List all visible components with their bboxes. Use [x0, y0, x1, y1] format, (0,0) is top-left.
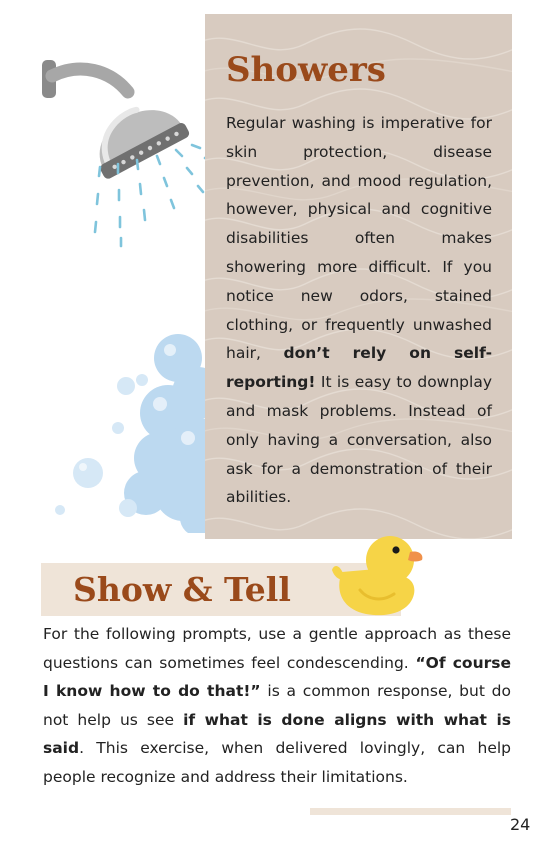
- section-title: Show & Tell: [73, 570, 291, 609]
- shower-head-icon: [40, 52, 220, 252]
- body-bold-emphasis: if what is done aligns with what is said: [43, 710, 511, 758]
- body-text-part-2: is a common response, but do not help us see: [43, 682, 511, 729]
- panel-bold-warning: don’t rely on self-reporting!: [226, 344, 493, 392]
- panel-body-text: [226, 109, 492, 512]
- body-text-part-3: . This exercise, when delivered lovingly, can help people recognize and address their limitations.: [43, 739, 511, 786]
- panel-title: Showers: [226, 50, 386, 90]
- footer-bar: [310, 808, 511, 815]
- page-number: 24: [510, 815, 531, 834]
- rubber-duck-icon: [326, 528, 426, 622]
- panel-text-part-2: It is easy to downplay and mask problems. Instead of only having a conversation, also ask for a demonstration of their abilities.: [226, 373, 492, 507]
- body-text-part-1: For the following prompts, use a gentle approach as these questions can sometimes feel condescending.: [43, 625, 511, 672]
- body-bold-quote: “Of course I know how to do that!”: [43, 653, 511, 701]
- showers-panel: [205, 14, 512, 539]
- panel-text-part-1: Regular washing is imperative for skin protection, disease prevention, and mood regulation, however, physical and cognitive disabilities often makes showering more difficult. If you notice new odors, stained clothing, or frequently unwashed hair,: [226, 114, 492, 363]
- soap-bubbles-icon: [48, 318, 213, 533]
- section-body-text: [43, 620, 511, 792]
